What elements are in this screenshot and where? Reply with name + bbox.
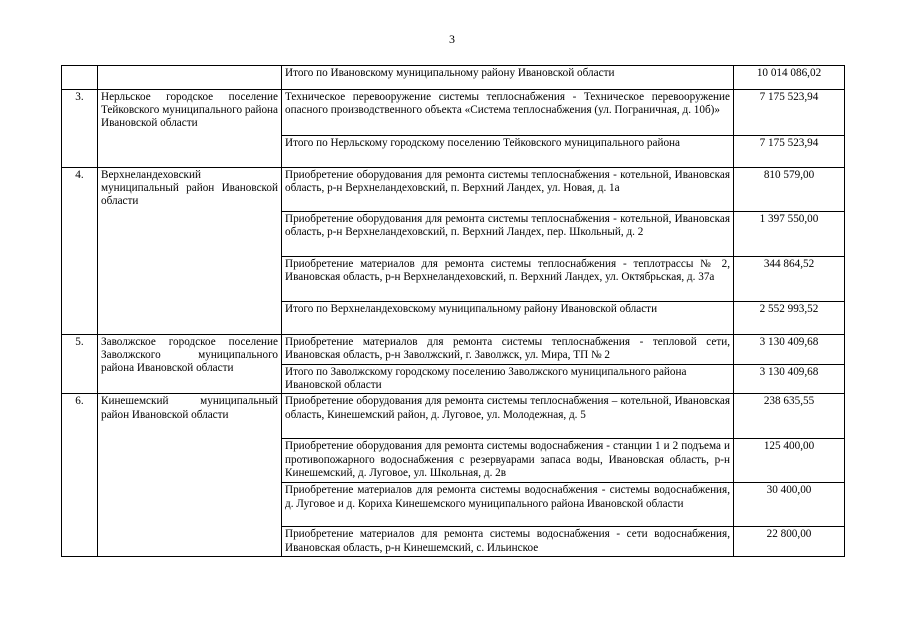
work-description: Приобретение материалов для ремонта системы теплоснабжения - теплотрассы № 2, Ивановская область, р-н Верхнеландеховский, п. Верхний Ландех, ул. Октябрьская, д. 37а	[282, 257, 734, 302]
row-number	[62, 66, 98, 90]
work-description: Приобретение материалов для ремонта системы водоснабжения - системы водоснабжения, д. Луговое и д. Кориха Кинешемского муниципального района Ивановской области	[282, 483, 734, 527]
amount: 30 400,00	[734, 483, 845, 527]
funding-table	[61, 65, 845, 557]
table-row	[62, 90, 845, 136]
work-description: Приобретение оборудования для ремонта системы теплоснабжения - котельной, Ивановская область, р-н Верхнеландеховский, п. Верхний Ландех, пер. Школьный, д. 2	[282, 212, 734, 257]
row-number: 4.	[62, 168, 98, 335]
total-amount: 7 175 523,94	[734, 136, 845, 168]
row-number: 6.	[62, 394, 98, 557]
work-description: Приобретение материалов для ремонта системы теплоснабжения - тепловой сети, Ивановская область, р-н Заволжский, г. Заволжск, ул. Мира, ТП № 2	[282, 335, 734, 365]
amount: 3 130 409,68	[734, 335, 845, 365]
amount: 7 175 523,94	[734, 90, 845, 136]
work-description: Приобретение материалов для ремонта системы водоснабжения - сети водоснабжения, Ивановская область, р-н Кинешемский, с. Ильинское	[282, 527, 734, 557]
total-amount: 10 014 086,02	[734, 66, 845, 90]
municipality-name: Кинешемский муниципальный район Ивановской области	[98, 394, 282, 557]
amount: 125 400,00	[734, 439, 845, 483]
work-description: Приобретение оборудования для ремонта системы теплоснабжения - котельной, Ивановская область, р-н Верхнеландеховский, п. Верхний Ландех, ул. Новая, д. 1а	[282, 168, 734, 212]
table-body	[62, 66, 845, 557]
table-row	[62, 168, 845, 212]
amount: 238 635,55	[734, 394, 845, 439]
row-number: 5.	[62, 335, 98, 394]
amount: 344 864,52	[734, 257, 845, 302]
row-number: 3.	[62, 90, 98, 168]
amount: 22 800,00	[734, 527, 845, 557]
table-row	[62, 335, 845, 365]
total-description: Итого по Ивановскому муниципальному району Ивановской области	[282, 66, 734, 90]
total-amount: 3 130 409,68	[734, 365, 845, 394]
municipality-name: Заволжское городское поселение Заволжского муниципального района Ивановской области	[98, 335, 282, 394]
amount: 1 397 550,00	[734, 212, 845, 257]
municipality-name	[98, 66, 282, 90]
page-number: 3	[449, 32, 455, 46]
table-row	[62, 394, 845, 439]
work-description: Техническое перевооружение системы теплоснабжения - Техническое перевооружение опасного производственного объекта «Система теплоснабжения (ул. Пограничная, д. 10б)»	[282, 90, 734, 136]
total-amount: 2 552 993,52	[734, 302, 845, 335]
work-description: Приобретение оборудования для ремонта системы водоснабжения - станции 1 и 2 подъема и противопожарного водоснабжения с резервуарами запаса воды, Ивановская область, р-н Кинешемский, д. Луговое, ул. Школьная, д. 2в	[282, 439, 734, 483]
work-description: Приобретение оборудования для ремонта системы теплоснабжения – котельной, Ивановская область, Кинешемский район, д. Луговое, ул. Молодежная, д. 5	[282, 394, 734, 439]
total-description: Итого по Заволжскому городскому поселению Заволжского муниципального района Ивановской области	[282, 365, 734, 394]
amount: 810 579,00	[734, 168, 845, 212]
municipality-name: Нерльское городское поселение Тейковского муниципального района Ивановской области	[98, 90, 282, 168]
municipality-name: Верхнеландеховский муниципальный район Ивановской области	[98, 168, 282, 335]
total-description: Итого по Верхнеландеховскому муниципальному району Ивановской области	[282, 302, 734, 335]
table-row-total	[62, 66, 845, 90]
total-description: Итого по Нерльскому городскому поселению Тейковского муниципального района	[282, 136, 734, 168]
